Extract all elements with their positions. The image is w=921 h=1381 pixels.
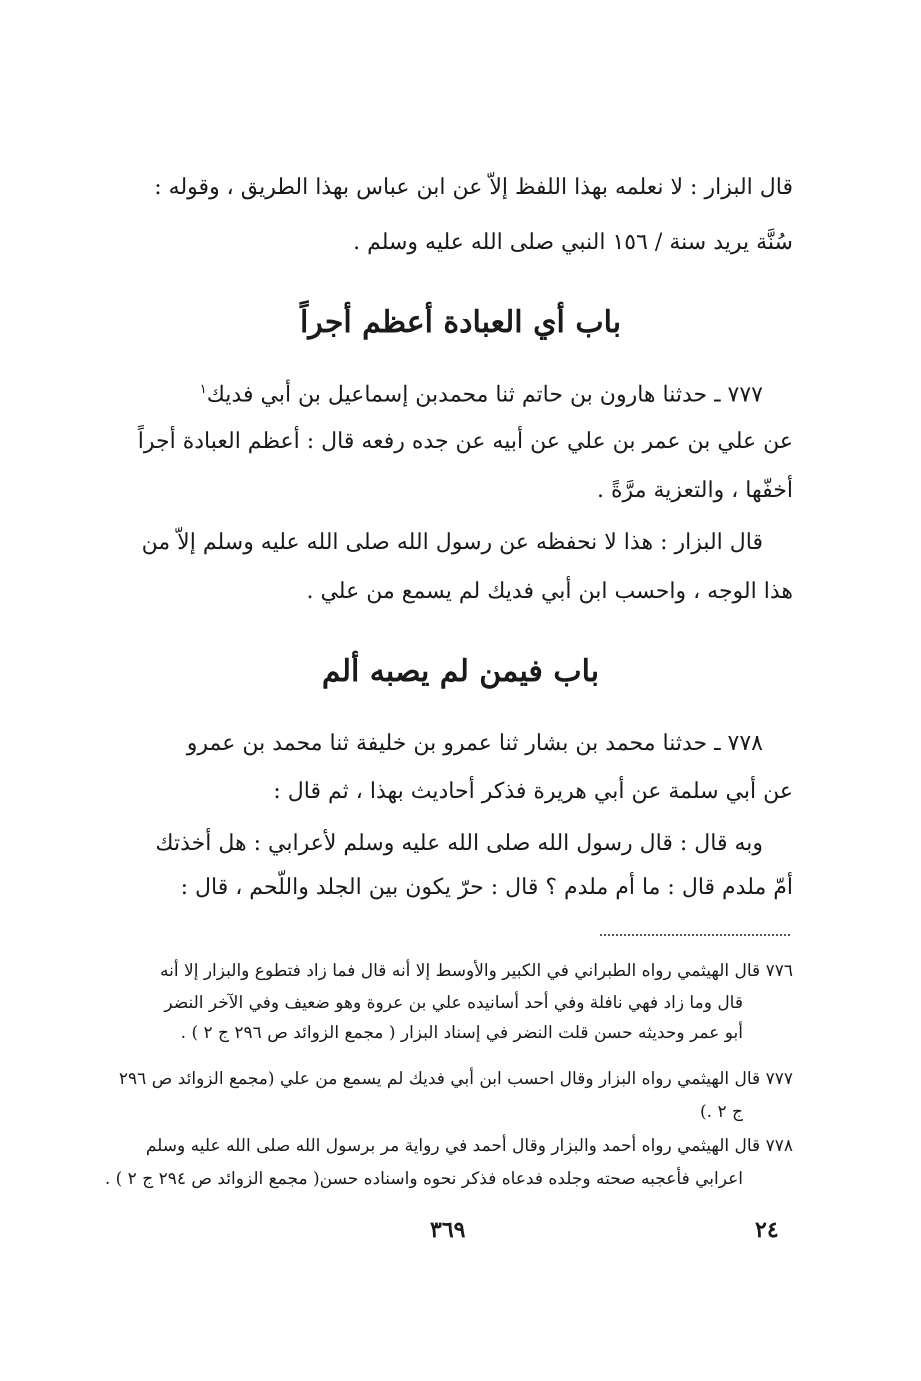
footnote-776-line-3: أبو عمر وحديثه حسن قلت النضر في إسناد البزار ( مجمع الزوائد ص ٢٩٦ ج ٢ ) . <box>180 1023 743 1043</box>
page-number-right: ٢٤ <box>755 1217 779 1243</box>
footnote-776-line-1: ٧٧٦ قال الهيثمي رواه الطبراني في الكبير والأوسط إلا أنه قال فما زاد فتطوع والبزار إلا أنه <box>160 961 793 981</box>
bazzar-777-line-1: قال البزار : هذا لا نحفظه عن رسول الله صلى الله عليه وسلم إلاّ من <box>141 530 763 555</box>
top-para-line-1: قال البزار : لا نعلمه بهذا اللفظ إلاّ عن ابن عباس بهذا الطريق ، وقوله : <box>154 175 793 200</box>
footnote-778-line-2: اعرابي فأعجبه صحته وجلده فدعاه فذكر نحوه واسناده حسن( مجمع الزوائد ص ٢٩٤ ج ٢ ) . <box>104 1169 743 1189</box>
bazzar-777-line-2: هذا الوجه ، واحسب ابن أبي فديك لم يسمع من علي . <box>306 579 793 604</box>
hadith-777-line-3: أخفّها ، والتعزية مرَّةً . <box>597 478 793 503</box>
hadith-778-line-1: ٧٧٨ ـ حدثنا محمد بن بشار ثنا عمرو بن خليفة ثنا محمد بن عمرو <box>186 731 763 756</box>
hadith-777-text: ٧٧٧ ـ حدثنا هارون بن حاتم ثنا محمدبن إسماعيل بن أبي فديك <box>206 382 763 408</box>
hadith-777-line-1 <box>128 376 763 409</box>
footnote-divider <box>600 934 790 936</box>
section-heading-1: باب أي العبادة أعظم أجراً <box>299 305 622 340</box>
page-number-center: ٣٦٩ <box>430 1217 466 1243</box>
wabihi-line-2: أمّ ملدم قال : ما أم ملدم ؟ قال : حرّ يكون بين الجلد واللّحم ، قال : <box>180 875 793 900</box>
wabihi-line-1: وبه قال : قال رسول الله صلى الله عليه وسلم لأعرابي : هل أخذتك <box>155 831 763 856</box>
footnote-776-line-2: قال وما زاد فهي نافلة وفي أحد أسانيده علي بن عروة وهو ضعيف وفي الآخر النضر <box>164 993 743 1013</box>
footnote-778-line-1: ٧٧٨ قال الهيثمي رواه أحمد والبزار وقال أحمد في رواية مر برسول الله صلى الله عليه وسلم <box>145 1136 793 1156</box>
hadith-778-line-2: عن أبي سلمة عن أبي هريرة فذكر أحاديث بهذا ، ثم قال : <box>273 779 793 804</box>
section-heading-2: باب فيمن لم يصبه ألم <box>321 654 600 689</box>
footnote-777-line-2: ج ٢ .) <box>700 1102 743 1122</box>
top-para-line-2: سُنَّة يريد سنة / ١٥٦ النبي صلى الله عليه وسلم . <box>353 230 793 255</box>
hadith-777-line-2: عن علي بن عمر بن علي عن أبيه عن جده رفعه قال : أعظم العبادة أجراً <box>137 429 793 454</box>
footnote-marker: ١ <box>199 382 207 397</box>
footnote-777-line-1: ٧٧٧ قال الهيثمي رواه البزار وقال احسب ابن أبي فديك لم يسمع من علي (مجمع الزوائد ص ٢٩٦ <box>118 1069 793 1089</box>
